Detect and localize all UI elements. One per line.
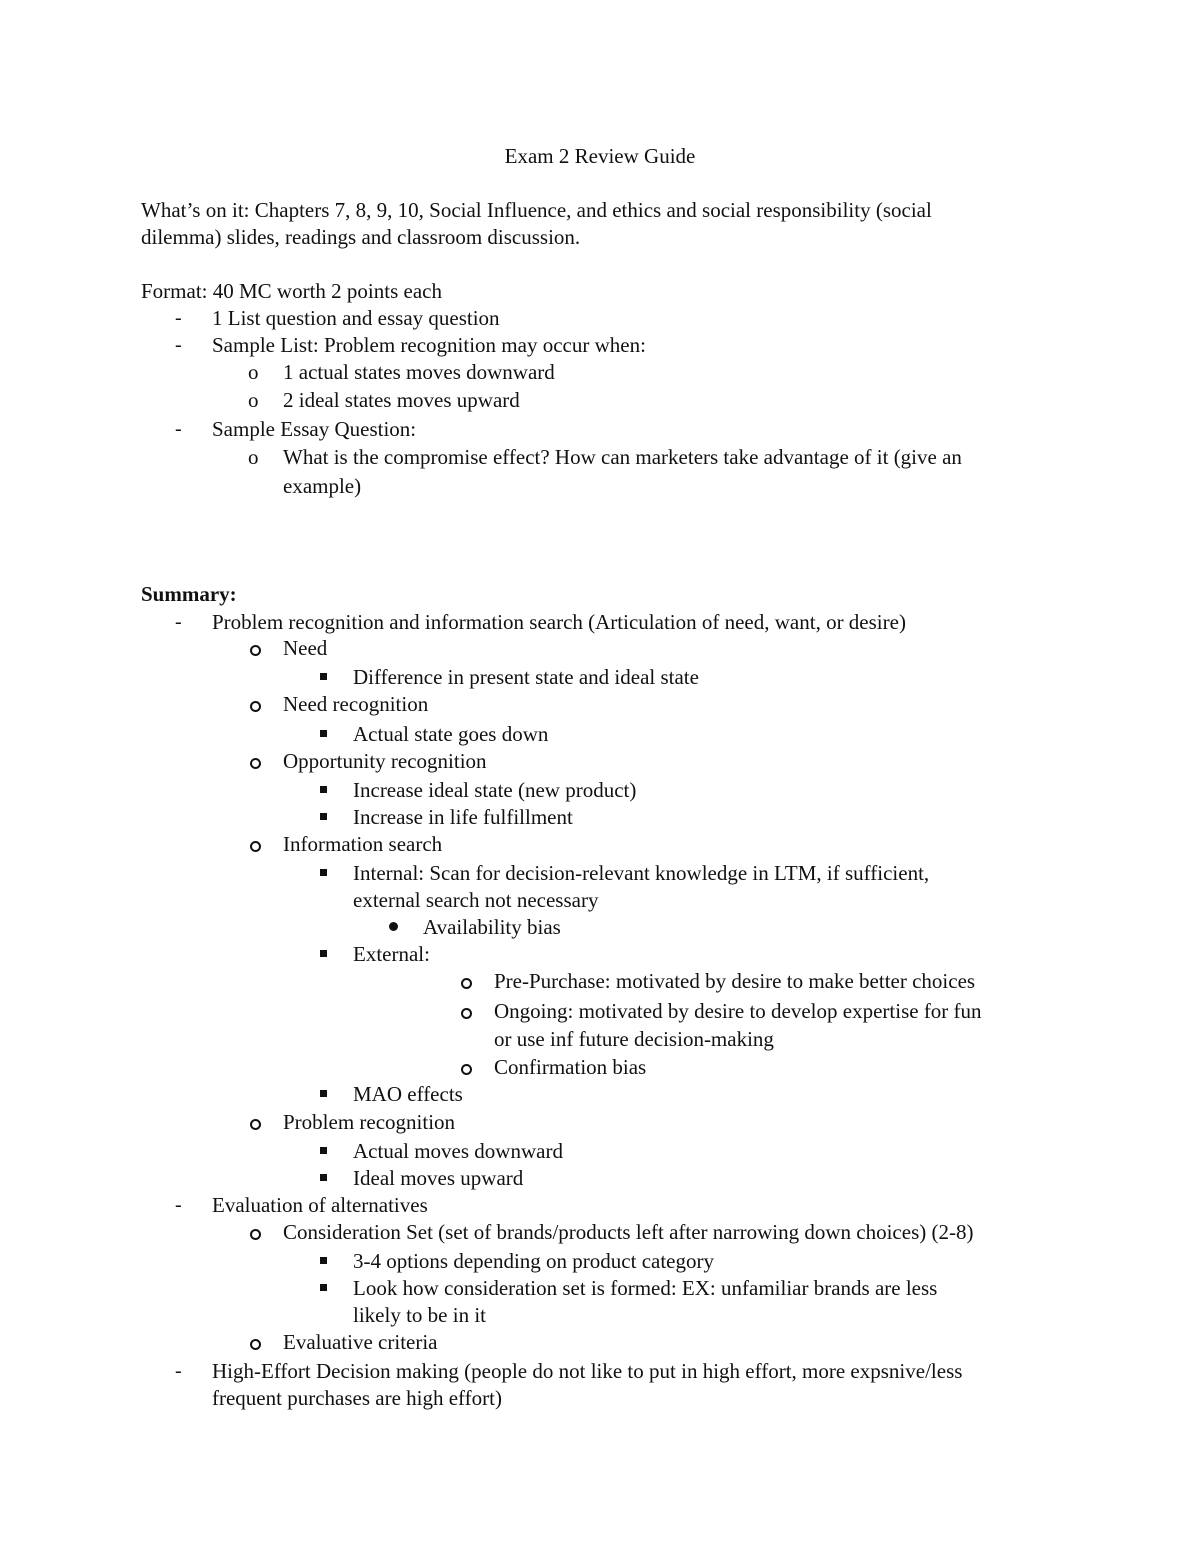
format-item-2-sub-1: 1 actual states moves downward (283, 360, 555, 384)
summary-consideration-detail-2-line-1: Look how consideration set is formed: EX: unfamiliar brands are less (353, 1276, 938, 1300)
summary-consideration-detail-2-line-2: likely to be in it (353, 1303, 486, 1327)
summary-item-3-line-2: frequent purchases are high effort) (212, 1386, 502, 1410)
ring-bullet-icon (250, 1229, 261, 1240)
square-bullet-icon (320, 950, 327, 957)
summary-opportunity-detail-2: Increase in life fulfillment (353, 805, 573, 829)
summary-need: Need (283, 636, 328, 660)
square-bullet-icon (320, 1090, 327, 1097)
summary-item-1: Problem recognition and information search (Articulation of need, want, or desire) (212, 610, 906, 634)
square-bullet-icon (320, 786, 327, 793)
summary-external-search: External: (353, 942, 430, 966)
ring-bullet-icon (250, 841, 261, 852)
summary-opportunity-detail-1: Increase ideal state (new product) (353, 778, 637, 802)
dash-bullet: - (175, 418, 182, 440)
dash-bullet: - (175, 334, 182, 356)
summary-mao-effects: MAO effects (353, 1082, 463, 1106)
summary-problem-detail-1: Actual moves downward (353, 1139, 563, 1163)
square-bullet-icon (320, 1174, 327, 1181)
summary-item-3-line-1: High-Effort Decision making (people do not like to put in high effort, more expsnive/less (212, 1359, 963, 1383)
o-bullet: o (248, 445, 259, 469)
summary-item-2: Evaluation of alternatives (212, 1193, 428, 1217)
summary-problem-recognition: Problem recognition (283, 1110, 456, 1134)
dash-bullet: - (175, 307, 182, 329)
ring-bullet-icon (250, 1339, 261, 1350)
format-item-2-sub-2: 2 ideal states moves upward (283, 388, 520, 412)
o-bullet: o (248, 360, 259, 384)
dash-bullet: - (175, 611, 182, 633)
square-bullet-icon (320, 813, 327, 820)
square-bullet-icon (320, 1284, 327, 1291)
summary-need-recognition: Need recognition (283, 692, 429, 716)
summary-need-detail: Difference in present state and ideal state (353, 665, 699, 689)
format-item-3-sub-1-line-1: What is the compromise effect? How can marketers take advantage of it (give an (283, 445, 962, 469)
summary-heading: Summary: (141, 582, 237, 606)
summary-internal-search-line-1: Internal: Scan for decision-relevant knowledge in LTM, if sufficient, (353, 861, 930, 885)
dot-bullet-icon (389, 922, 398, 931)
summary-opportunity-recognition: Opportunity recognition (283, 749, 487, 773)
square-bullet-icon (320, 1257, 327, 1264)
summary-consideration-detail-1: 3-4 options depending on product category (353, 1249, 714, 1273)
square-bullet-icon (320, 1147, 327, 1154)
ring-bullet-icon (250, 758, 261, 769)
ring-bullet-icon (461, 978, 472, 989)
document-title: Exam 2 Review Guide (504, 144, 696, 168)
dash-bullet: - (175, 1360, 182, 1382)
format-item-1: 1 List question and essay question (212, 306, 500, 330)
intro-line-2: dilemma) slides, readings and classroom discussion. (141, 225, 581, 249)
o-bullet: o (248, 388, 259, 412)
ring-bullet-icon (250, 701, 261, 712)
summary-ongoing-line-1: Ongoing: motivated by desire to develop expertise for fun (494, 999, 982, 1023)
format-heading: Format: 40 MC worth 2 points each (141, 279, 442, 303)
dash-bullet: - (175, 1194, 182, 1216)
ring-bullet-icon (461, 1008, 472, 1019)
intro-line-1: What’s on it: Chapters 7, 8, 9, 10, Social Influence, and ethics and social responsibility (social (141, 198, 932, 222)
summary-availability-bias: Availability bias (423, 915, 561, 939)
summary-ongoing-line-2: or use inf future decision-making (494, 1027, 774, 1051)
format-item-3-sub-1-line-2: example) (283, 474, 362, 498)
format-item-2: Sample List: Problem recognition may occur when: (212, 333, 646, 357)
summary-need-recognition-detail: Actual state goes down (353, 722, 549, 746)
square-bullet-icon (320, 730, 327, 737)
square-bullet-icon (320, 673, 327, 680)
format-item-3: Sample Essay Question: (212, 417, 417, 441)
summary-information-search: Information search (283, 832, 443, 856)
summary-pre-purchase: Pre-Purchase: motivated by desire to make better choices (494, 969, 976, 993)
summary-evaluative-criteria: Evaluative criteria (283, 1330, 438, 1354)
ring-bullet-icon (461, 1064, 472, 1075)
summary-confirmation-bias: Confirmation bias (494, 1055, 647, 1079)
square-bullet-icon (320, 869, 327, 876)
summary-internal-search-line-2: external search not necessary (353, 888, 599, 912)
ring-bullet-icon (250, 645, 261, 656)
summary-consideration-set: Consideration Set (set of brands/products left after narrowing down choices) (2-8) (283, 1220, 974, 1244)
ring-bullet-icon (250, 1119, 261, 1130)
summary-problem-detail-2: Ideal moves upward (353, 1166, 524, 1190)
